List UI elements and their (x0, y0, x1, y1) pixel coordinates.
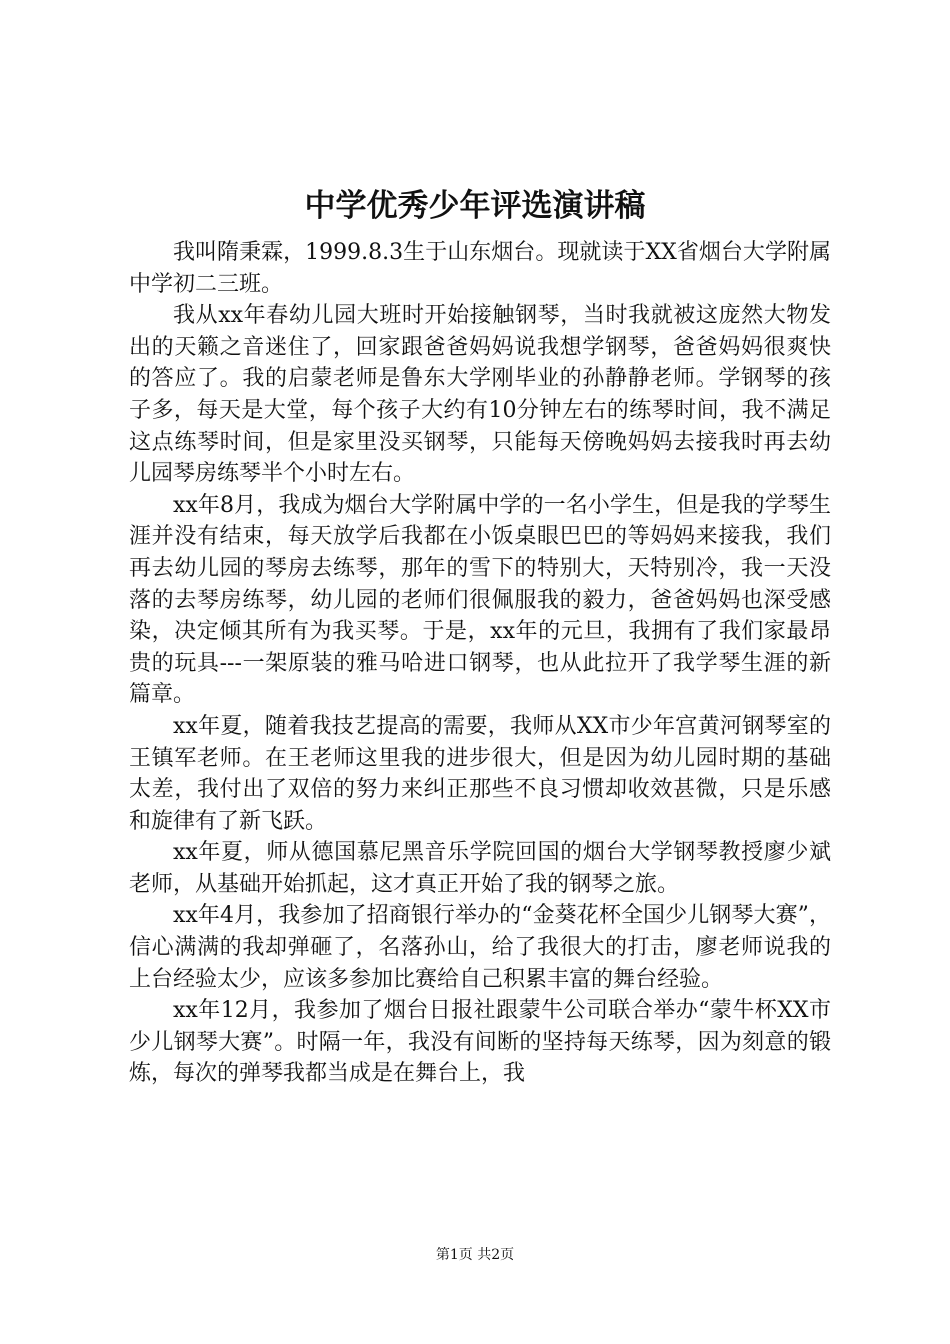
paragraph-1: 我叫隋秉霖，1999.8.3生于山东烟台。现就读于XX省烟台大学附属中学初二三班。 (129, 240, 831, 297)
paragraph-6: xx年4月，我参加了招商银行举办的“金葵花杯全国少儿钢琴大赛”，信心满满的我却弹砸了，名落孙山，给了我很大的打击，廖老师说我的上台经验太少，应该多参加比赛给自己积累丰富的舞台经验。 (129, 903, 831, 992)
paragraph-5: xx年夏，师从德国慕尼黑音乐学院回国的烟台大学钢琴教授廖少斌老师，从基础开始抓起，这才真正开始了我的钢琴之旅。 (129, 840, 831, 897)
paragraph-4: xx年夏，随着我技艺提高的需要，我师从XX市少年宫黄河钢琴室的王镇军老师。在王老师这里我的进步很大，但是因为幼儿园时期的基础太差，我付出了双倍的努力来纠正那些不良习惯却收效甚微，只是乐感和旋律有了新飞跃。 (129, 713, 831, 834)
paragraph-7: xx年12月，我参加了烟台日报社跟蒙牛公司联合举办“蒙牛杯XX市少儿钢琴大赛”。时隔一年，我没有间断的坚持每天练琴，因为刻意的锻炼，每次的弹琴我都当成是在舞台上，我 (129, 998, 831, 1087)
paragraph-3: xx年8月，我成为烟台大学附属中学的一名小学生，但是我的学琴生涯并没有结束，每天放学后我都在小饭桌眼巴巴的等妈妈来接我，我们再去幼儿园的琴房去练琴，那年的雪下的特别大，天特别冷，我一天没落的去琴房练琴，幼儿园的老师们很佩服我的毅力，爸爸妈妈也深受感染，决定倾其所有为我买琴。于是，xx年的元旦，我拥有了我们家最昂贵的玩具---一架原装的雅马哈进口钢琴，也从此拉开了我学琴生涯的新篇章。 (129, 492, 831, 708)
paragraph-2: 我从xx年春幼儿园大班时开始接触钢琴，当时我就被这庞然大物发出的天籁之音迷住了，回家跟爸爸妈妈说我想学钢琴，爸爸妈妈很爽快的答应了。我的启蒙老师是鲁东大学刚毕业的孙静静老师。学钢琴的孩子多，每天是大堂，每个孩子大约有10分钟左右的练琴时间，我不满足这点练琴时间，但是家里没买钢琴，只能每天傍晚妈妈去接我时再去幼儿园琴房练琴半个小时左右。 (129, 303, 831, 487)
document-title: 中学优秀少年评选演讲稿 (304, 188, 646, 224)
document-body (129, 237, 831, 1090)
page-footer: 第1页 共2页 (435, 1247, 515, 1263)
